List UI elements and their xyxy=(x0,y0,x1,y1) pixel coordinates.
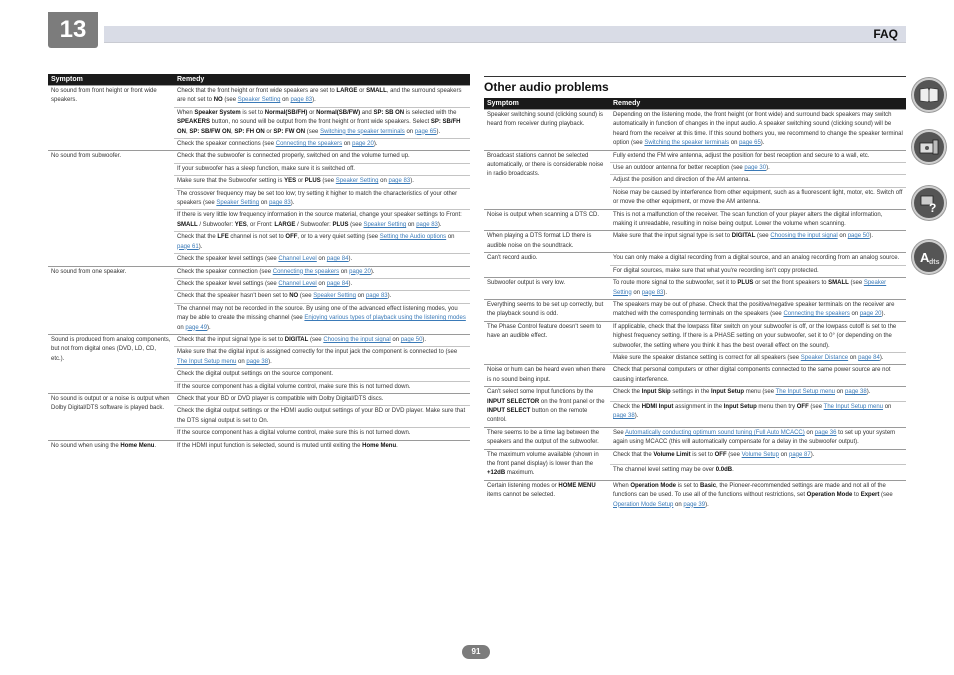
symptom-cell: No sound from front height or front wide speakers. xyxy=(48,86,174,151)
book-icon[interactable] xyxy=(912,78,946,112)
symptom-cell: There seems to be a time lag between the speakers and the output of the subwoofer. xyxy=(484,427,610,449)
remedy-cell: Check the HDMI Input assignment in the Input Setup menu then try OFF (see The Input Setup menu on page 38). xyxy=(610,401,906,427)
remedy-cell: Check the speaker connection (see Connecting the speakers on page 20). xyxy=(174,266,470,278)
remedy-cell: Check that the input signal type is set to DIGITAL (see Choosing the input signal on page 50). xyxy=(174,334,470,346)
page-number: 91 xyxy=(462,645,490,659)
remedy-cell: Use an outdoor antenna for better reception (see page 30). xyxy=(610,163,906,175)
remedy-cell: The crossover frequency may be set too low; try setting it higher to match the characteristics of your other speakers (see Speaker Setting on page 83). xyxy=(174,188,470,210)
symptom-cell: The Phase Control feature doesn't seem to have an audible effect. xyxy=(484,321,610,365)
section-title: FAQ xyxy=(873,27,898,41)
remedy-cell: Check the digital output settings or the HDMI audio output settings of your BD or DVD player. Make sure that the DTS signal output is set to On. xyxy=(174,406,470,428)
remedy-cell: Check that the Volume Limit is set to OFF (see Volume Setup on page 87). xyxy=(610,449,906,465)
remedy-cell: You can only make a digital recording from a digital source, and an analog recording from an analog source. xyxy=(610,253,906,265)
remedy-cell: The speakers may be out of phase. Check that the positive/negative speaker terminals on the receiver are matched with the corresponding terminals on the speakers (see Connecting the speakers on page 20). xyxy=(610,299,906,321)
remedy-cell: If your subwoofer has a sleep function, make sure it is switched off. xyxy=(174,163,470,175)
symptom-cell: Sound is produced from analog components, but not from digital ones (DVD, LD, CD, etc.). xyxy=(48,334,174,393)
remedy-cell: If the HDMI input function is selected, sound is muted until exiting the Home Menu. xyxy=(174,440,470,452)
remedy-cell: This is not a malfunction of the receiver. The scan function of your player alters the digital information, making it unreadable, resulting in noise being output. Lower the volume when scanning. xyxy=(610,209,906,231)
symptom-cell: Subwoofer output is very low. xyxy=(484,278,610,300)
dts-icon[interactable] xyxy=(912,240,946,274)
symptom-cell: Broadcast stations cannot be selected automatically, or there is considerable noise in radio broadcasts. xyxy=(484,150,610,209)
symptom-cell: Noise or hum can be heard even when there is no sound being input. xyxy=(484,365,610,387)
remedy-cell: Check that the front height or front wide speakers are set to LARGE or SMALL, and the surround speakers are not set to NO (see Speaker Setting on page 83). xyxy=(174,86,470,108)
remedy-cell: Noise may be caused by interference from other equipment, such as a fluorescent light, motor, etc. Switch off or move the other equipment, or move the AM antenna. xyxy=(610,187,906,209)
svg-text:dts: dts xyxy=(929,259,940,266)
symptom-cell: No sound is output or a noise is output when Dolby Digital/DTS software is played back. xyxy=(48,393,174,440)
remedy-cell: Check that the subwoofer is connected properly, switched on and the volume turned up. xyxy=(174,151,470,163)
remedy-cell: Adjust the position and direction of the AM antenna. xyxy=(610,175,906,187)
remedy-header: Remedy xyxy=(610,98,906,110)
remedy-cell: Check the Input Skip settings in the Input Setup menu (see The Input Setup menu on page 38). xyxy=(610,387,906,402)
remedy-cell: If the source component has a digital volume control, make sure this is not turned down. xyxy=(174,381,470,393)
remedy-cell: When Operation Mode is set to Basic, the Pioneer-recommended settings are made and not all of the functions can be used. To use all of the functions without restrictions, set Operation Mode to Expert (see Operation Mode Setup on page 39). xyxy=(610,480,906,511)
symptom-cell: Can't record audio. xyxy=(484,253,610,278)
remedy-cell: When Speaker System is set to Normal(SB/FH) or Normal(SB/FW) and SP: SB ON is selected with the SPEAKERS button, no sound will be output from the front height or front wide speakers. Select SP: SB/FH ON, SP: SB/FW ON, SP: FH ON or SP: FW ON (see Switching the speaker terminals on page 65). xyxy=(174,107,470,138)
symptom-cell: Noise is output when scanning a DTS CD. xyxy=(484,209,610,231)
remedy-cell: If the source component has a digital volume control, make sure this is not turned down. xyxy=(174,428,470,440)
remedy-cell: Fully extend the FM wire antenna, adjust the position for best reception and secure to a wall, etc. xyxy=(610,150,906,162)
symptom-cell: When playing a DTS format LD there is audible noise on the soundtrack. xyxy=(484,231,610,253)
remedy-cell: The channel may not be recorded in the source. By using one of the advanced effect listening modes, you may be able to create the missing channel (see Enjoying various types of playback using the listening modes on page 49). xyxy=(174,303,470,334)
symptom-cell: No sound from one speaker. xyxy=(48,266,174,334)
svg-text:A: A xyxy=(920,250,930,265)
remedy-cell: Make sure the speaker distance setting is correct for all speakers (see Speaker Distance on page 84). xyxy=(610,352,906,364)
symptom-cell: Everything seems to be set up correctly, but the playback sound is odd. xyxy=(484,299,610,321)
remedy-cell: If there is very little low frequency information in the source material, change your speaker settings to Front: SMALL / Subwoofer: YES, or Front: LARGE / Subwoofer: PLUS (see Speaker Setting on page 83). xyxy=(174,210,470,232)
remedy-cell: Check the digital output settings on the source component. xyxy=(174,369,470,381)
symptom-cell: The maximum volume available (shown in the front panel display) is lower than the +12dB maximum. xyxy=(484,449,610,480)
svg-text:?: ? xyxy=(929,201,937,213)
left-faq-table xyxy=(48,74,470,452)
remedy-cell: The channel level setting may be over 0.0dB. xyxy=(610,465,906,481)
remedy-cell: Check that your BD or DVD player is compatible with Dolby Digital/DTS discs. xyxy=(174,393,470,405)
remedy-cell: Make sure that the digital input is assigned correctly for the input jack the component is connected to (see The Input Setup menu on page 38). xyxy=(174,347,470,369)
remedy-cell: Make sure that the Subwoofer setting is YES or PLUS (see Speaker Setting on page 83). xyxy=(174,176,470,188)
symptom-cell: Certain listening modes or HOME MENU items cannot be selected. xyxy=(484,480,610,511)
remedy-cell: Make sure that the input signal type is set to DIGITAL (see Choosing the input signal on page 50). xyxy=(610,231,906,253)
symptom-cell: Speaker switching sound (clicking sound) is heard from receiver during playback. xyxy=(484,110,610,151)
remedy-cell: Depending on the listening mode, the front height (or front wide) and surround back speakers may switch automatically in function of changes in the input audio. A speaker switching sound (clicking sound) will be heard from the receiver at this time. If this sound bothers you, we recommend to change the speaker terminal option (see Switching the speaker terminals on page 65). xyxy=(610,110,906,151)
symptom-header: Symptom xyxy=(48,74,174,86)
remedy-cell: If applicable, check that the lowpass filter switch on your subwoofer is off, or the lowpass cutoff is set to the highest frequency setting. If there is a PHASE setting on your subwoofer, set it to 0° (or depending on the subwoofer, the setting where you think it has the best overall effect on the sound). xyxy=(610,321,906,352)
receiver-icon[interactable] xyxy=(912,130,946,164)
symptom-header: Symptom xyxy=(484,98,610,110)
symptom-cell: No sound from subwoofer. xyxy=(48,151,174,266)
remedy-cell: See Automatically conducting optimum sound tuning (Full Auto MCACC) on page 36 to set up your system again using MCACC (this will automatically compensate for a delay in the subwoofer output). xyxy=(610,427,906,449)
right-faq-table xyxy=(484,98,906,511)
remedy-cell: To route more signal to the subwoofer, set it to PLUS or set the front speakers to SMALL (see Speaker Setting on page 83). xyxy=(610,278,906,300)
section-heading: Other audio problems xyxy=(484,76,906,94)
remedy-cell: Check that the LFE channel is not set to OFF, or to a very quiet setting (see Setting the Audio options on page 61). xyxy=(174,232,470,254)
question-icon[interactable] xyxy=(912,186,946,220)
remedy-cell: Check that the speaker hasn't been set to NO (see Speaker Setting on page 83). xyxy=(174,291,470,303)
symptom-cell: Can't select some Input functions by the INPUT SELECTOR on the front panel or the INPUT SELECT button on the remote control. xyxy=(484,387,610,428)
remedy-cell: Check the speaker connections (see Connecting the speakers on page 20). xyxy=(174,139,470,151)
chapter-number: 13 xyxy=(48,12,98,48)
symptom-cell: No sound when using the Home Menu. xyxy=(48,440,174,452)
remedy-header: Remedy xyxy=(174,74,470,86)
header-bar xyxy=(104,26,906,43)
remedy-cell: Check the speaker level settings (see Channel Level on page 84). xyxy=(174,254,470,266)
remedy-cell: Check the speaker level settings (see Channel Level on page 84). xyxy=(174,278,470,290)
remedy-cell: For digital sources, make sure that what you're recording isn't copy protected. xyxy=(610,265,906,277)
remedy-cell: Check that personal computers or other digital components connected to the same power source are not causing interference. xyxy=(610,365,906,387)
